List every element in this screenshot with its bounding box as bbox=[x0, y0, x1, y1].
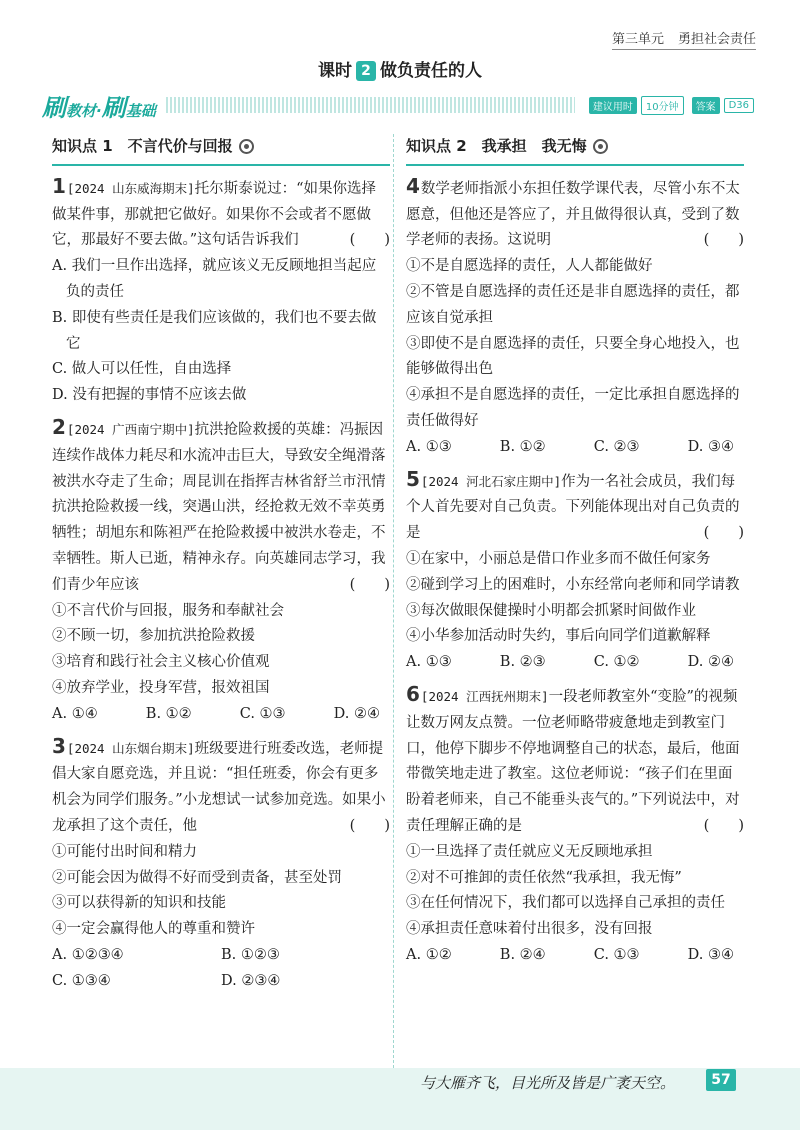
question-2 bbox=[52, 415, 390, 728]
answer-blank: ( ) bbox=[703, 232, 744, 249]
choice-a: A. ①③ bbox=[406, 438, 452, 455]
column-divider bbox=[393, 134, 394, 1068]
choice-b: B. ②③ bbox=[499, 654, 546, 671]
choice-c: C. ①② bbox=[593, 654, 640, 671]
statement-4: ④小华参加活动时失约，事后向同学们道歉解释 bbox=[406, 628, 711, 645]
choice-b: B. ①②③ bbox=[221, 946, 280, 963]
choice-c: C. ②③ bbox=[593, 438, 640, 455]
option-d: D. 没有把握的事情不应该去做 bbox=[52, 387, 247, 404]
question-source: [2024 山东威海期末] bbox=[66, 180, 195, 196]
choice-b: B. ①② bbox=[145, 705, 192, 722]
choices-row bbox=[406, 650, 744, 676]
choice-c: C. ①③ bbox=[239, 705, 286, 722]
question-number: 1 bbox=[52, 173, 66, 198]
question-source: [2024 河北石家庄期中] bbox=[420, 473, 562, 489]
answer-page: D36 bbox=[724, 98, 754, 113]
statement-2: ②不顾一切，参加抗洪抢险救援 bbox=[52, 628, 255, 645]
lesson-name: 做负责任的人 bbox=[380, 61, 482, 81]
time-label: 建议用时 bbox=[589, 97, 637, 114]
knowledge-point-1-title bbox=[52, 134, 390, 166]
answer-label: 答案 bbox=[692, 97, 720, 114]
choice-d: D. ③④ bbox=[687, 438, 734, 455]
choice-c: C. ①③ bbox=[593, 946, 640, 963]
statement-2: ②可能会因为做得不好而受到责备，甚至处罚 bbox=[52, 869, 342, 886]
time-value: 10分钟 bbox=[641, 96, 684, 115]
banner-sep: · bbox=[96, 101, 102, 120]
label-b: 基础 bbox=[125, 101, 156, 120]
choice-b: B. ①② bbox=[499, 438, 546, 455]
page-number: 57 bbox=[706, 1069, 736, 1091]
answer-blank: ( ) bbox=[349, 576, 390, 593]
question-4 bbox=[406, 174, 744, 461]
label-a: 教材 bbox=[66, 101, 97, 120]
unit-title: 勇担社会责任 bbox=[677, 32, 756, 47]
question-source: [2024 江西抚州期末] bbox=[420, 688, 549, 704]
question-6 bbox=[406, 682, 744, 969]
lesson-number: 2 bbox=[356, 61, 376, 81]
question-number: 6 bbox=[406, 681, 420, 706]
choice-d: D. ②④ bbox=[687, 654, 734, 671]
target-icon bbox=[239, 139, 254, 154]
kp2-text: 知识点 2 我承担 我无悔 bbox=[406, 137, 587, 155]
lesson-prefix: 课时 bbox=[318, 61, 352, 81]
statement-1: ①可能付出时间和精力 bbox=[52, 843, 197, 860]
question-stem: 班级要进行班委改选，老师提倡大家自愿竞选，并且说：“担任班委，你会有更多机会为同学们服务。”小龙想试一试参加竞选。如果小龙承担了这个责任，他 bbox=[52, 740, 386, 834]
left-column bbox=[52, 134, 390, 1001]
choice-a: A. ①③ bbox=[406, 654, 452, 671]
question-number: 5 bbox=[406, 466, 420, 491]
statement-3: ③培育和践行社会主义核心价值观 bbox=[52, 654, 270, 671]
statement-3: ③即使不是自愿选择的责任，只要全身心地投入，也能够做得出色 bbox=[406, 335, 740, 378]
choices-row bbox=[406, 435, 744, 461]
statement-3: ③在任何情况下，我们都可以选择自己承担的责任 bbox=[406, 895, 725, 912]
statement-4: ④承担不是自愿选择的责任，一定比承担自愿选择的责任做得好 bbox=[406, 387, 740, 429]
brand-b: 刷 bbox=[101, 93, 126, 122]
kp1-text: 知识点 1 不言代价与回报 bbox=[52, 137, 233, 155]
statement-3: ③每次做眼保健操时小明都会抓紧时间做作业 bbox=[406, 602, 696, 619]
question-5 bbox=[406, 467, 744, 676]
statement-1: ①不言代价与回报，服务和奉献社会 bbox=[52, 602, 284, 619]
option-b: B. 即使有些责任是我们应该做的，我们也不要去做它 bbox=[52, 309, 377, 352]
question-3 bbox=[52, 734, 390, 995]
answer-blank: ( ) bbox=[349, 817, 390, 834]
question-stem: 托尔斯泰说过：“如果你选择做某件事，那就把它做好。如果你不会或者不愿做它，那最好不要去做。”这句话告诉我们 bbox=[52, 180, 377, 249]
choice-d: D. ③④ bbox=[687, 946, 734, 963]
question-1 bbox=[52, 174, 390, 409]
question-number: 4 bbox=[406, 173, 420, 198]
unit-label: 第三单元 bbox=[611, 32, 664, 47]
statement-2: ②对不可推卸的责任依然“我承担，我无悔” bbox=[406, 869, 682, 886]
unit-header bbox=[612, 28, 756, 50]
statement-1: ①在家中，小丽总是借口作业多而不做任何家务 bbox=[406, 550, 711, 567]
answer-blank: ( ) bbox=[703, 817, 744, 834]
statement-1: ①不是自愿选择的责任，人人都能做好 bbox=[406, 258, 653, 275]
statement-2: ②不管是自愿选择的责任还是非自愿选择的责任，都应该自觉承担 bbox=[406, 283, 740, 326]
banner-logo bbox=[42, 88, 156, 123]
right-column bbox=[406, 134, 744, 975]
lesson-title bbox=[0, 56, 800, 81]
answer-blank: ( ) bbox=[703, 525, 744, 542]
choices-grid bbox=[52, 943, 390, 995]
option-a: A. 我们一旦作出选择，就应该义无反顾地担当起应负的责任 bbox=[52, 258, 377, 300]
choice-a: A. ①④ bbox=[52, 705, 98, 722]
choices-row bbox=[52, 702, 390, 728]
brand-a: 刷 bbox=[42, 93, 66, 122]
footer-motto: 与大雁齐飞，目光所及皆是广袤天空。 bbox=[420, 1074, 676, 1092]
question-source: [2024 山东烟台期末] bbox=[66, 740, 195, 756]
choice-c: C. ①③④ bbox=[52, 972, 111, 989]
answer-blank: ( ) bbox=[349, 232, 390, 249]
option-c: C. 做人可以任性，自由选择 bbox=[52, 361, 232, 378]
question-stem: 数学老师指派小东担任数学课代表，尽管小东不太愿意，但他还是答应了，并且做得很认真，受到了数学老师的表扬。这说明 bbox=[406, 180, 740, 249]
choice-d: D. ②③④ bbox=[221, 972, 281, 989]
question-source: [2024 广西南宁期中] bbox=[66, 421, 195, 437]
choice-d: D. ②④ bbox=[333, 705, 380, 722]
question-stem: 抗洪抢险救援的英雄：冯振因连续作战体力耗尽和水流冲击巨大，导致安全绳滑落被洪水夺走了生命；周昆训在指挥吉林省舒兰市汛情抗洪抢险救援一线，突遇山洪，经抢救无效不幸英勇牺牲；胡旭东和陈袒严在抢险救援中被洪水卷走，不幸牺牲。斯人已逝，精神永存。向英雄同志学习，我们青少年应该 bbox=[52, 421, 386, 593]
statement-4: ④承担责任意味着付出很多，没有回报 bbox=[406, 921, 653, 938]
choices-row bbox=[406, 943, 744, 969]
choice-a: A. ①② bbox=[406, 946, 452, 963]
statement-4: ④放弃学业，投身军营，报效祖国 bbox=[52, 679, 270, 696]
statement-4: ④一定会赢得他人的尊重和赞许 bbox=[52, 921, 255, 938]
knowledge-point-2-title bbox=[406, 134, 744, 166]
question-number: 3 bbox=[52, 733, 66, 758]
choice-a: A. ①②③④ bbox=[52, 946, 124, 963]
question-stem: 作为一名社会成员，我们每个人首先要对自己负责。下列能体现出对自己负责的是 bbox=[406, 473, 740, 542]
question-stem: 一段老师教室外“变脸”的视频让数万网友点赞。一位老师略带疲惫地走到教室门口，他停下脚步不停地调整自己的状态，最后，他面带微笑地走进了教室。这位老师说：“孩子们在里面盼着老师来，自己不能垂头丧气的。”下列说法中，对责任理解正确的是 bbox=[406, 688, 740, 834]
section-banner bbox=[42, 92, 754, 122]
statement-2: ②碰到学习上的困难时，小东经常向老师和同学请教 bbox=[406, 576, 740, 593]
statement-1: ①一旦选择了责任就应义无反顾地承担 bbox=[406, 843, 653, 860]
footer-band bbox=[0, 1068, 800, 1130]
statement-3: ③可以获得新的知识和技能 bbox=[52, 895, 226, 912]
question-number: 2 bbox=[52, 414, 66, 439]
banner-stripes bbox=[166, 97, 575, 113]
target-icon bbox=[593, 139, 608, 154]
choice-b: B. ②④ bbox=[499, 946, 546, 963]
